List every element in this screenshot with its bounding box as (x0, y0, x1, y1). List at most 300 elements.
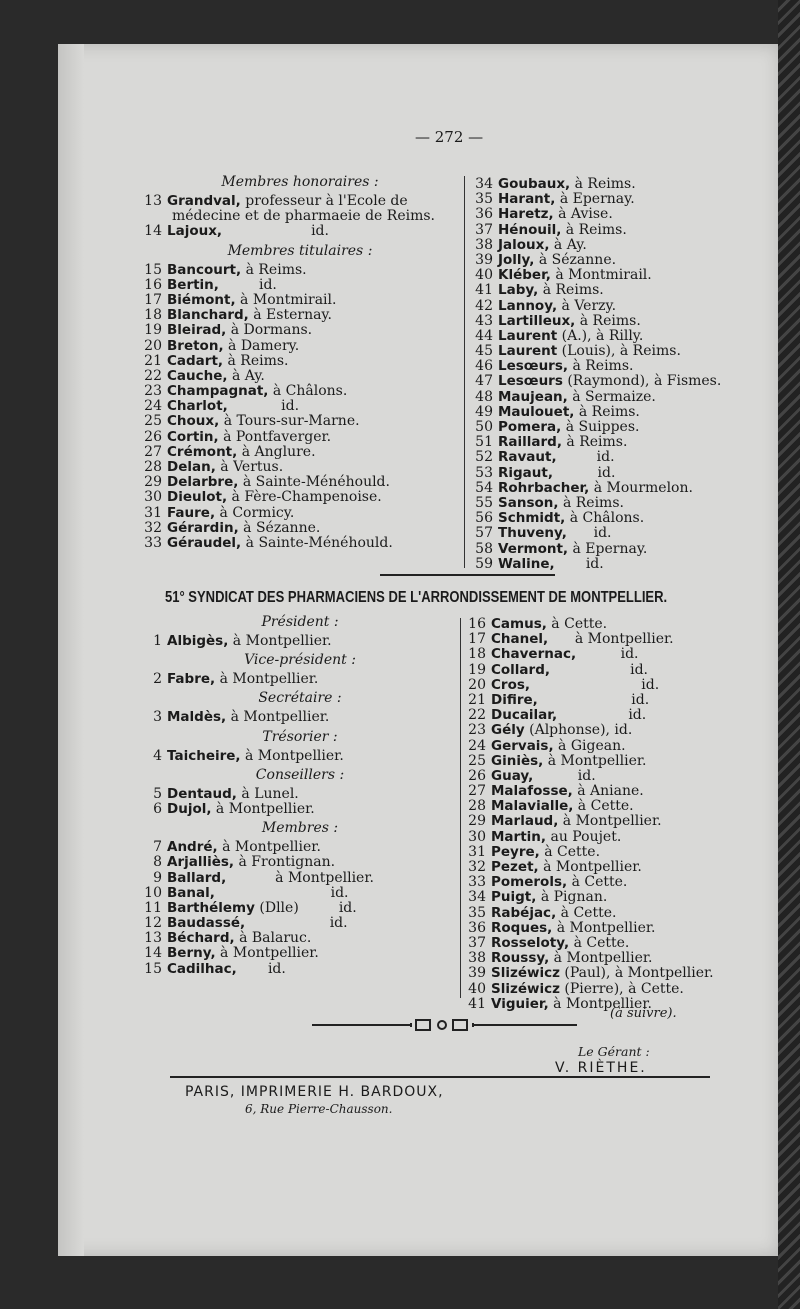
list-item (471, 177, 761, 192)
member-name: Harant, (498, 191, 556, 208)
entry-number: 26 (144, 428, 162, 445)
member-name: Chavernac, (491, 646, 577, 663)
page-gutter (58, 44, 84, 1256)
list-item (140, 871, 460, 886)
list-item (471, 207, 761, 222)
list-item (471, 481, 761, 496)
member-location: à Châlons. (268, 383, 348, 400)
member-name: Roussy, (491, 950, 550, 967)
member-location: à Montpellier. (549, 950, 653, 967)
entry-number: 22 (468, 707, 486, 724)
entry-number: 21 (468, 691, 486, 708)
list-item (140, 369, 460, 384)
list-item (140, 224, 460, 239)
member-location: à Montpellier. (211, 800, 315, 817)
entry-number: 13 (144, 930, 162, 947)
list-item (464, 708, 764, 723)
entry-number: 13 (144, 193, 162, 209)
member-name: Biémont, (167, 291, 236, 308)
member-location: id. (556, 449, 615, 466)
list-item (140, 946, 460, 961)
entry-number: 32 (144, 519, 162, 536)
member-location: à Sainte-Ménéhould. (241, 534, 393, 551)
list-item (140, 536, 460, 551)
member-location: id. (245, 915, 348, 932)
member-location: (Dlle) id. (254, 899, 357, 916)
entry-number: 18 (468, 646, 486, 663)
member-name: Fabre, (167, 671, 216, 688)
member-name: Delarbre, (167, 474, 239, 491)
member-location: à Reims. (570, 176, 636, 192)
entry-number: 45 (475, 343, 493, 360)
list-item (140, 293, 460, 308)
member-location: à Aniane. (572, 783, 644, 800)
member-location: (Louis), à Reims. (557, 343, 681, 360)
member-location: à Montpellier. (217, 839, 321, 856)
member-name: Gély (491, 722, 525, 739)
member-location: à Frontignan. (234, 854, 336, 871)
member-name: Breton, (167, 337, 224, 354)
member-name: Béchard, (167, 930, 235, 947)
member-location: (Alphonse), id. (524, 722, 633, 739)
entry-number: 31 (144, 504, 162, 521)
member-location: à Montpellier. (228, 633, 332, 649)
section1-right-column (471, 177, 761, 572)
member-name: Rigaut, (498, 464, 553, 481)
list-item (140, 194, 460, 209)
list-item (140, 414, 460, 429)
member-name: Jolly, (498, 251, 535, 268)
entry-number: 36 (475, 206, 493, 223)
member-name: Géraudel, (167, 534, 242, 551)
member-name: Jaloux, (498, 236, 550, 253)
entry-number: 24 (144, 398, 162, 415)
entry-number: 58 (475, 540, 493, 557)
member-location: à Sézanne. (238, 519, 321, 536)
entry-number: 14 (144, 223, 162, 240)
entry-number: 3 (153, 709, 162, 726)
entry-number: 52 (475, 449, 493, 466)
entry-number: 32 (468, 859, 486, 875)
member-location: (A.), à Rilly. (557, 327, 644, 344)
list-item (464, 784, 764, 799)
member-name: Gervais, (491, 737, 554, 754)
member-location: id. (214, 884, 349, 901)
member-location: à Cette. (567, 874, 628, 891)
section2-right-column (464, 617, 764, 1012)
list-item (140, 787, 460, 802)
entry-number: 27 (468, 783, 486, 800)
member-name: Haretz, (498, 206, 554, 223)
footer-rule (170, 1076, 710, 1078)
entry-number: 43 (475, 312, 493, 329)
entry-number: 10 (144, 884, 162, 901)
entry-number: 33 (144, 534, 162, 551)
entry-number: 6 (153, 800, 162, 817)
list-item (471, 374, 761, 389)
member-name: Maujean, (498, 388, 568, 405)
member-name: Maulouet, (498, 403, 575, 420)
entry-number: 20 (468, 676, 486, 693)
entry-number: 4 (153, 747, 162, 764)
gerant-label: Le Gérant : (578, 1044, 650, 1059)
member-name: Collard, (491, 661, 550, 678)
member-location: à Montpellier. (548, 995, 652, 1012)
member-location: à Epernay. (555, 191, 635, 208)
member-location: à Esternay. (248, 307, 332, 324)
member-name: Slizéwicz (491, 965, 560, 982)
member-name: Ballard, (167, 869, 227, 886)
member-location: à Sainte-Ménéhould. (238, 474, 390, 491)
entry-number: 23 (144, 383, 162, 400)
list-item (471, 557, 761, 572)
entry-number: 57 (475, 525, 493, 542)
member-name: Malavialle, (491, 798, 574, 815)
member-name: Banal, (167, 884, 215, 901)
list-item (140, 384, 460, 399)
member-location: à Montpellier. (226, 869, 374, 886)
member-location: id. (566, 525, 612, 542)
entry-number: 25 (468, 752, 486, 769)
entry-number: 12 (144, 915, 162, 932)
entry-number: 54 (475, 479, 493, 496)
member-name: Bertin, (167, 276, 219, 293)
member-name: Sanson, (498, 494, 559, 511)
list-item (471, 466, 761, 481)
entry-number: 46 (475, 358, 493, 375)
entry-number: 50 (475, 419, 493, 435)
list-item (464, 617, 764, 632)
member-location: à Suippes. (561, 419, 640, 435)
entry-number: 28 (468, 798, 486, 815)
member-name: Martin, (491, 828, 547, 845)
entry-number: 47 (475, 373, 493, 390)
section-rule-top (380, 574, 555, 576)
member-location: à Reims. (561, 434, 628, 451)
member-location: id. (218, 276, 277, 293)
list-item (464, 814, 764, 829)
member-name: Lesœurs (498, 373, 563, 390)
member-name: Lannoy, (498, 297, 558, 314)
entry-number: 28 (144, 459, 162, 475)
entry-number: 14 (144, 945, 162, 962)
member-name: Schmidt, (498, 510, 566, 527)
member-name: Ravaut, (498, 449, 557, 466)
entry-number: 26 (468, 767, 486, 784)
entry-number: 23 (468, 722, 486, 739)
entry-number: 1 (153, 633, 162, 649)
member-location: à Pontfaverger. (218, 428, 332, 445)
member-location: à Lunel. (236, 785, 299, 802)
list-item (464, 693, 764, 708)
member-name: Charlot, (167, 398, 228, 415)
entry-number: 53 (475, 464, 493, 481)
book-edge (778, 0, 800, 1309)
entry-number: 39 (468, 965, 486, 982)
entry-number: 30 (468, 828, 486, 845)
list-item (140, 490, 460, 505)
list-item (140, 672, 460, 687)
member-location: id. (227, 398, 300, 415)
member-name: Berny, (167, 945, 216, 962)
list-item (140, 855, 460, 870)
entry-number: 25 (144, 413, 162, 430)
list-item (471, 223, 761, 238)
member-name: Dentaud, (167, 785, 237, 802)
list-item (464, 982, 764, 997)
member-name: Faure, (167, 504, 216, 521)
entry-number: 15 (144, 960, 162, 977)
entry-number: 55 (475, 494, 493, 511)
member-name: Goubaux, (498, 176, 571, 192)
list-item (464, 754, 764, 769)
member-location: à Avise. (553, 206, 613, 223)
list-item (471, 511, 761, 526)
entry-number: 34 (468, 889, 486, 906)
section-heading: Secrétaire : (258, 690, 342, 707)
member-name: Difire, (491, 691, 538, 708)
member-name: Pomera, (498, 419, 562, 435)
member-location: (Raymond), à Fismes. (562, 373, 722, 390)
entry-number: 16 (468, 616, 486, 632)
entry-number: 2 (153, 671, 162, 688)
list-item (471, 450, 761, 465)
member-location: à Montpellier. (215, 945, 319, 962)
list-item (471, 526, 761, 541)
member-location: à Cette. (539, 843, 601, 860)
ornament-rule (312, 1018, 577, 1032)
member-name: Rabéjac, (491, 904, 557, 921)
entry-number: 51 (475, 434, 493, 451)
member-location: à Sermaize. (567, 388, 656, 405)
member-name: Rohrbacher, (498, 479, 590, 496)
member-location: à Damery. (223, 337, 300, 354)
member-location: id. (576, 646, 639, 663)
member-location: à Montpellier. (552, 919, 656, 936)
list-item (471, 314, 761, 329)
member-location: à Montmirail. (235, 291, 337, 308)
section1-left-column (140, 171, 460, 551)
list-item (140, 802, 460, 817)
member-name: Lartilleux, (498, 312, 576, 329)
member-name: Dujol, (167, 800, 212, 817)
list-item (140, 521, 460, 536)
member-name: Slizéwicz (491, 980, 560, 997)
member-location: à Reims. (558, 494, 624, 511)
member-location: à Reims. (561, 221, 627, 238)
page-number: — 272 — (415, 128, 484, 146)
list-item (464, 921, 764, 936)
entry-number: 31 (468, 843, 486, 860)
list-item (471, 496, 761, 511)
member-name: Albigès, (167, 633, 229, 649)
member-name: Arjalliès, (167, 854, 235, 871)
member-location: à Epernay. (568, 540, 648, 557)
member-location: à Tours-sur-Marne. (219, 413, 360, 430)
list-item (140, 263, 460, 278)
entry-number: 38 (468, 950, 486, 967)
entry-number: 27 (144, 443, 162, 460)
member-name: Laurent (498, 343, 558, 360)
member-name: Rosseloty, (491, 934, 570, 951)
list-item (140, 354, 460, 369)
list-item (140, 278, 460, 293)
member-name: Champagnat, (167, 383, 269, 400)
member-name: Marlaud, (491, 813, 559, 830)
column-divider-top (464, 176, 465, 568)
member-location: au Poujet. (546, 828, 622, 845)
entry-number: 40 (475, 267, 493, 284)
syndicat-title: 51° SYNDICAT DES PHARMACIENS DE L'ARRONDISSEMENT DE MONTPELLIER. (165, 589, 668, 606)
section-heading: Membres honoraires : (221, 174, 379, 190)
section-heading: Membres titulaires : (227, 242, 373, 259)
gerant-name: V. RIÈTHE. (555, 1060, 647, 1076)
member-location: id. (553, 464, 616, 481)
member-location: à Montpellier. (215, 671, 319, 688)
entry-number: 41 (475, 282, 493, 299)
member-name: Blanchard, (167, 307, 249, 324)
entry-number: 39 (475, 251, 493, 268)
member-name: Vermont, (498, 540, 569, 557)
member-name: Kléber, (498, 267, 551, 284)
member-location: à Cette. (556, 904, 617, 921)
member-name: Raillard, (498, 434, 562, 451)
list-item (140, 962, 460, 977)
list-item (464, 906, 764, 921)
member-name: Guay, (491, 767, 534, 784)
list-item (140, 886, 460, 901)
entry-number: 29 (468, 813, 486, 830)
member-location: à Reims. (538, 282, 604, 299)
entry-number: 5 (153, 785, 162, 802)
member-location: id. (533, 767, 596, 784)
list-item (140, 445, 460, 460)
member-location: à Sézanne. (534, 251, 617, 268)
entry-number: 40 (468, 980, 486, 997)
member-location: id. (537, 691, 650, 708)
member-location: à Reims. (568, 358, 634, 375)
column-divider-bottom (460, 618, 461, 998)
list-item (464, 769, 764, 784)
entry-number: 34 (475, 176, 493, 192)
entry-number: 9 (153, 869, 162, 886)
list-item (471, 329, 761, 344)
member-name: Cauche, (167, 367, 228, 384)
member-name: Barthélemy (167, 899, 255, 916)
entry-number: 35 (475, 191, 493, 208)
entry-number: 18 (144, 307, 162, 324)
member-name: Delan, (167, 459, 216, 475)
list-item (140, 460, 460, 475)
section-heading: Trésorier : (262, 728, 338, 745)
section2-left-column (140, 611, 460, 977)
member-location: à Montpellier. (240, 747, 344, 764)
member-location: à Dormans. (226, 322, 313, 339)
member-location: à Balaruc. (234, 930, 312, 947)
member-name: Viguier, (491, 995, 549, 1012)
entry-number: 20 (144, 337, 162, 354)
member-name: Giniès, (491, 752, 544, 769)
list-item (140, 339, 460, 354)
a-suivre: (à suivre). (610, 1006, 677, 1021)
entry-number: 33 (468, 874, 486, 891)
list-item (464, 678, 764, 693)
section-heading: Vice-président : (244, 652, 356, 669)
member-location: à Cette. (546, 616, 608, 632)
section-heading: Conseillers : (255, 766, 345, 783)
member-name: Crémont, (167, 443, 238, 460)
entry-number: 37 (475, 221, 493, 238)
member-location: id. (236, 960, 286, 977)
entry-number: 38 (475, 236, 493, 253)
list-item (471, 299, 761, 314)
member-name: Roques, (491, 919, 553, 936)
member-location: à Cette. (569, 934, 630, 951)
list-item (140, 901, 460, 916)
list-item (464, 966, 764, 981)
list-item (471, 405, 761, 420)
list-item (464, 890, 764, 905)
entry-number: 30 (144, 489, 162, 506)
member-name: Laby, (498, 282, 539, 299)
member-location: à Reims. (223, 352, 289, 369)
member-location: à Reims. (574, 403, 640, 420)
member-location: à Cormicy. (215, 504, 295, 521)
member-location: à Vertus. (215, 459, 284, 475)
member-name: Gérardin, (167, 519, 239, 536)
member-name: Dieulot, (167, 489, 228, 506)
list-item (464, 647, 764, 662)
member-location: à Montpellier. (548, 631, 674, 648)
member-name: Hénouil, (498, 221, 562, 238)
member-location: à Ay. (549, 236, 587, 253)
entry-number: 37 (468, 934, 486, 951)
member-location: à Gigean. (553, 737, 626, 754)
entry-number: 24 (468, 737, 486, 754)
member-name: Baudassé, (167, 915, 246, 932)
member-name: Taicheire, (167, 747, 241, 764)
member-name: Pezet, (491, 859, 539, 875)
member-location: à Châlons. (565, 510, 645, 527)
member-name: André, (167, 839, 218, 856)
section-heading: Président : (261, 614, 339, 630)
list-item (464, 845, 764, 860)
list-item (140, 323, 460, 338)
entry-number: 48 (475, 388, 493, 405)
printer-line-2: 6, Rue Pierre-Chausson. (245, 1102, 393, 1116)
list-item (464, 739, 764, 754)
list-item (471, 542, 761, 557)
member-name: Peyre, (491, 843, 540, 860)
entry-number: 16 (144, 276, 162, 293)
list-item (140, 710, 460, 725)
member-location: à Montpellier. (543, 752, 647, 769)
entry-number: 36 (468, 919, 486, 936)
entry-number: 22 (144, 367, 162, 384)
member-name: Chanel, (491, 631, 549, 648)
member-location: id. (222, 223, 329, 240)
member-name: Grandval, (167, 193, 241, 209)
list-item (471, 253, 761, 268)
list-item (140, 634, 460, 649)
member-location: id. (557, 707, 647, 724)
member-location: à Pignan. (536, 889, 608, 906)
member-location: à Montpellier. (226, 709, 330, 726)
list-item (471, 420, 761, 435)
member-name: Puigt, (491, 889, 537, 906)
member-location: à Reims. (241, 261, 307, 278)
member-name: Cadart, (167, 352, 224, 369)
